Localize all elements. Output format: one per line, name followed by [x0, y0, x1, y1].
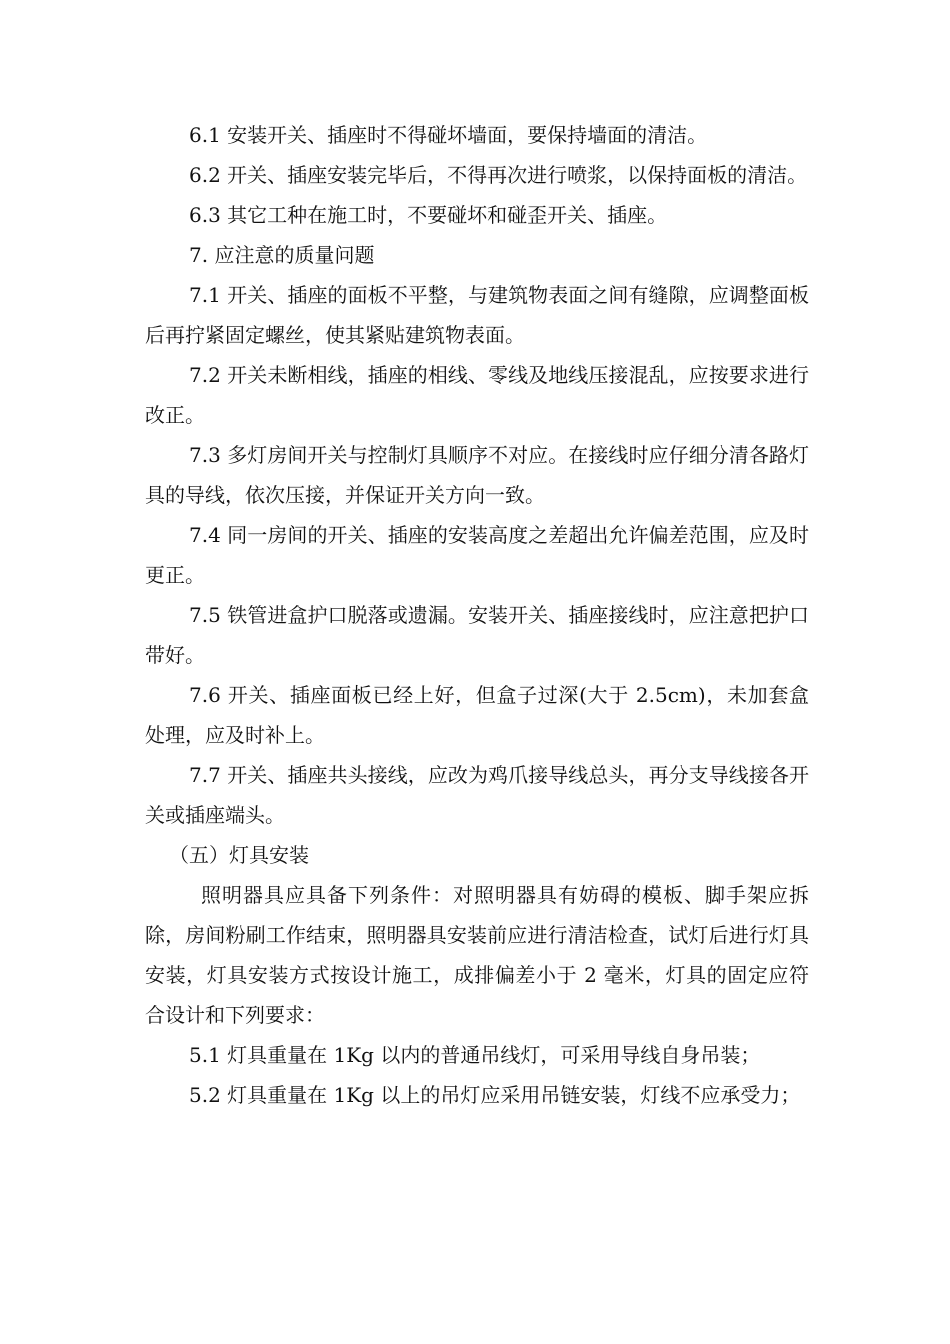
paragraph-7-2: 7.2 开关未断相线，插座的相线、零线及地线压接混乱，应按要求进行改正。 — [145, 363, 809, 427]
paragraph-lighting-intro: 照明器具应具备下列条件：对照明器具有妨碍的模板、脚手架应拆除，房间粉刷工作结束，照明器具安装前应进行清洁检查，试灯后进行灯具安装，灯具安装方式按设计施工，成排偏差小于 2 毫米，灯具的固定应符合设计和下列要求： — [145, 883, 809, 1027]
paragraph-6-3: 6.3 其它工种在施工时，不要碰坏和碰歪开关、插座。 — [189, 203, 668, 227]
section-heading-lighting: （五）灯具安装 — [169, 843, 309, 867]
paragraph-7-4: 7.4 同一房间的开关、插座的安装高度之差超出允许偏差范围，应及时更正。 — [145, 523, 809, 587]
paragraph-7-3: 7.3 多灯房间开关与控制灯具顺序不对应。在接线时应仔细分清各路灯具的导线，依次压接，并保证开关方向一致。 — [145, 443, 809, 507]
paragraph-7-5: 7.5 铁管进盒护口脱落或遗漏。安装开关、插座接线时，应注意把护口带好。 — [145, 603, 809, 667]
paragraph-5-1: 5.1 灯具重量在 1Kg 以内的普通吊线灯，可采用导线自身吊装； — [189, 1043, 761, 1067]
document-body — [145, 115, 809, 1115]
paragraph-7-6: 7.6 开关、插座面板已经上好，但盒子过深(大于 2.5cm)，未加套盒处理，应及时补上。 — [145, 683, 809, 747]
paragraph-6-1: 6.1 安装开关、插座时不得碰坏墙面，要保持墙面的清洁。 — [189, 123, 708, 147]
paragraph-5-2: 5.2 灯具重量在 1Kg 以上的吊灯应采用吊链安装，灯线不应承受力； — [189, 1083, 801, 1107]
paragraph-7-1: 7.1 开关、插座的面板不平整，与建筑物表面之间有缝隙，应调整面板后再拧紧固定螺丝，使其紧贴建筑物表面。 — [145, 283, 809, 347]
section-heading-7: 7. 应注意的质量问题 — [189, 243, 375, 267]
paragraph-6-2: 6.2 开关、插座安装完毕后，不得再次进行喷浆，以保持面板的清洁。 — [189, 163, 808, 187]
paragraph-7-7: 7.7 开关、插座共头接线，应改为鸡爪接导线总头，再分支导线接各开关或插座端头。 — [145, 763, 809, 827]
